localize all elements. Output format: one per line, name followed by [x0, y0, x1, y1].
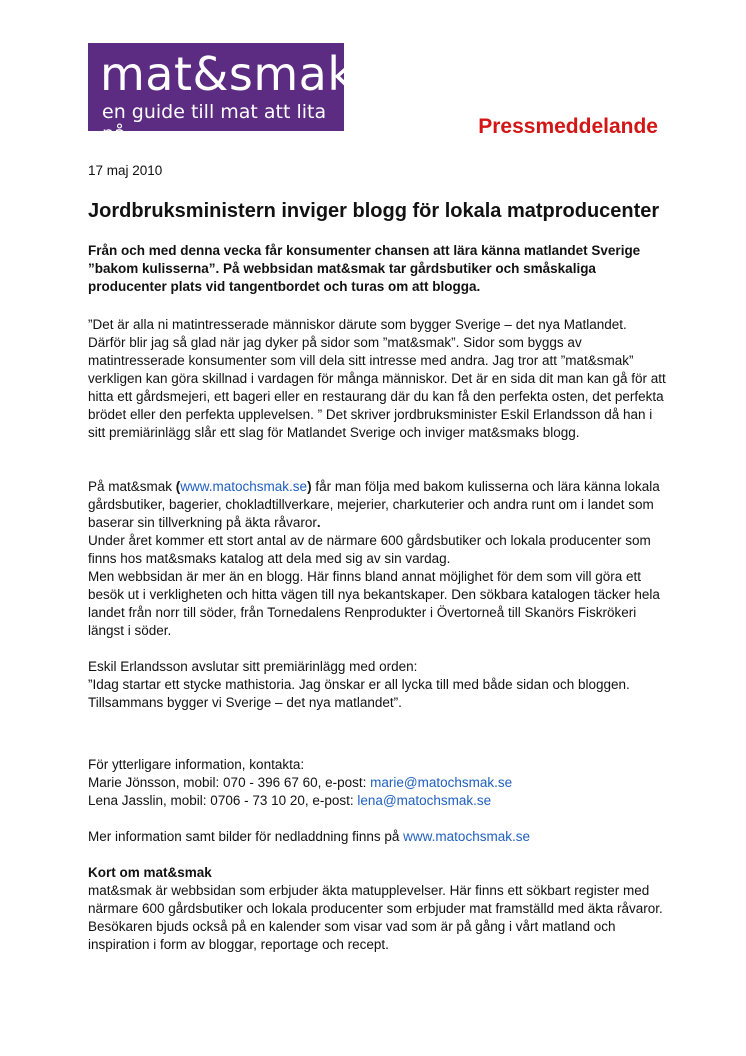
contact-marie-text: Marie Jönsson, mobil: 070 - 396 67 60, e-post: — [88, 775, 371, 790]
page-title: Jordbruksministern inviger blogg för lokala matproducenter — [88, 200, 660, 222]
site-paragraph-post: får man följa med bakom kulisserna och lära känna lokala gårdsbutiker, bagerier, chokladtillverkare, mejerier, charkuterier och andra runt om i landet som baserar sin tillverkning på äkta råvaror — [88, 479, 660, 530]
close-paren: ) — [307, 479, 312, 494]
logo-tagline: en guide till mat att lita på — [102, 101, 327, 145]
site-paragraph-period: . — [316, 515, 321, 530]
contact-heading: För ytterligare information, kontakta: — [88, 757, 305, 772]
lead-paragraph: Från och med denna vecka får konsumenter chansen att lära känna matlandet Sverige ”bakom kulisserna”. På webbsidan mat&smak tar gårdsbutiker och småskaliga producenter plats vid tangentbordet och turas om att blogga. — [88, 243, 641, 294]
closing-intro: Eskil Erlandsson avslutar sitt premiärinlägg med orden: — [88, 659, 418, 674]
producers-paragraph: Under året kommer ett stort antal av de närmare 600 gårdsbutiker och lokala producenter som finns hos mat&smaks katalog att dela med sig av sin vardag. — [88, 533, 651, 566]
email-link-lena[interactable]: lena@matochsmak.se — [357, 793, 492, 808]
more-info-link[interactable]: www.matochsmak.se — [403, 829, 530, 844]
contact-marie — [88, 774, 668, 792]
logo-wordmark: mat&smak — [100, 47, 355, 101]
about-heading: Kort om mat&smak — [88, 865, 212, 880]
closing-quote: ”Idag startar ett stycke mathistoria. Jag önskar er all lycka till med både sidan och bloggen. Tillsammans bygger vi Sverige – det nya matlandet”. — [88, 677, 630, 710]
release-date: 17 maj 2010 — [88, 163, 163, 178]
mat-och-smak-logo — [88, 43, 355, 145]
more-info — [88, 828, 668, 846]
contact-lena-text: Lena Jasslin, mobil: 0706 - 73 10 20, e-post: — [88, 793, 358, 808]
website-link[interactable]: www.matochsmak.se — [180, 479, 308, 494]
site-paragraph-pre: På mat&smak — [88, 479, 176, 494]
site-paragraph — [88, 478, 668, 532]
press-release-label: Pressmeddelande — [478, 115, 658, 138]
email-link-marie[interactable]: marie@matochsmak.se — [370, 775, 513, 790]
contact-lena — [88, 792, 668, 810]
about-body: mat&smak är webbsidan som erbjuder äkta matupplevelser. Här finns ett sökbart register med närmare 600 gårdsbutiker och lokala producenter som erbjuder mat framställd med äkta råvaror. Besökaren bjuds också på en kalender som visar vad som är på gång i vårt matland och inspiration i form av bloggar, reportage och recept. — [88, 883, 663, 952]
catalog-paragraph: Men webbsidan är mer än en blogg. Här finns bland annat möjlighet för dem som vill göra ett besök ut i verkligheten och hitta vägen till nya bekantskaper. Den sökbara katalogen täcker hela landet från norr till söder, från Tornedalens Renprodukter i Övertorneå till Skanörs Fiskrökeri längst i söder. — [88, 569, 660, 638]
open-paren: ( — [175, 479, 181, 494]
more-info-text: Mer information samt bilder för nedladdning finns på — [88, 829, 404, 844]
quote-paragraph: ”Det är alla ni matintresserade människor därute som bygger Sverige – det nya Matlandet. Därför blir jag så glad när jag dyker på sidor som ”mat&smak”. Sidor som byggs av matintresserade konsumenter som vill dela sitt intresse med andra. Jag tror att ”mat&smak” verkligen kan göra skillnad i vardagen för många människor. Det är en sida dit man kan gå för att hitta ett gårdsmejeri, ett bageri eller en restaurang där du kan få den perfekta osten, det perfekta brödet eller den perfekta upplevelsen. ” Det skriver jordbruksminister Eskil Erlandsson då han i sitt premiärinlägg slår ett slag för Matlandet Sverige och inviger mat&smaks blogg. — [88, 317, 666, 440]
